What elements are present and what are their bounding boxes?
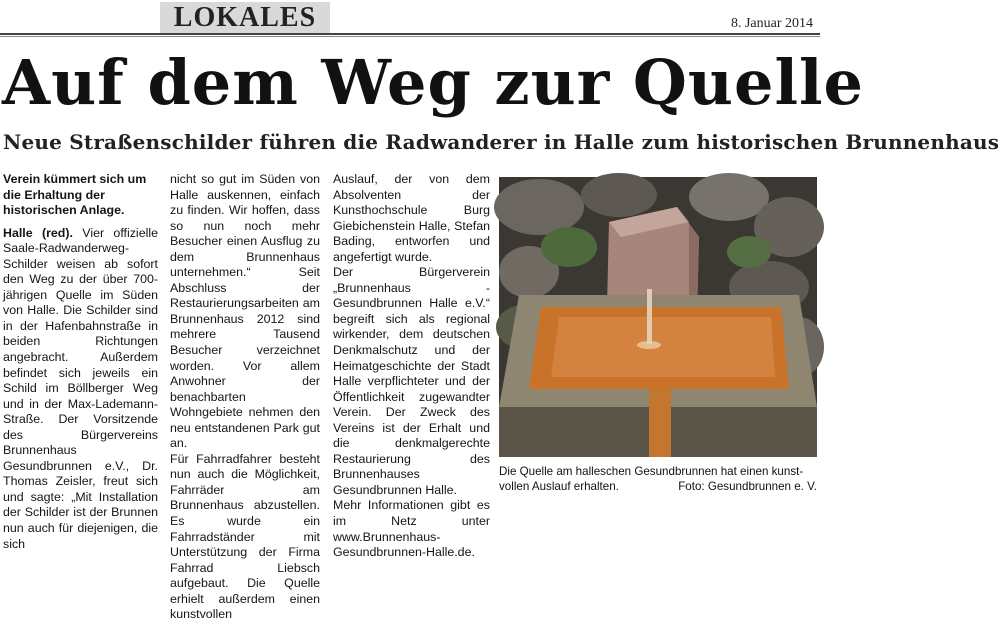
section-label: LOKALES xyxy=(160,2,330,34)
column-1-paragraph xyxy=(3,226,158,552)
article-dateline: Halle (red). xyxy=(3,225,73,240)
basin xyxy=(499,295,817,457)
article-kicker: Verein kümmert sich um die Erhaltung der historischen Anlage. xyxy=(3,172,147,218)
article-photo xyxy=(499,177,817,457)
column-2-paragraph-1: nicht so gut im Süden von Halle auskennen, einfach zu finden. Wir hoffen, dass so nun noch mehr Besucher einen Ausflug zu dem Brunnenhaus unternehmen.“ Seit Abschluss der Restaurierungsarbeiten am Brunnenhaus 2012 sind mehrere Tausend Besucher verzeichnet worden. Vor allem Anwohner der benachbarten Wohngebiete nehmen den neu entstandenen Park gut an. xyxy=(170,172,320,451)
article-column-1 xyxy=(3,172,158,551)
masthead-rule xyxy=(0,33,820,35)
column-2-paragraph-2: Für Fahrradfahrer besteht nun auch die Möglichkeit, Fahrräder am Brunnenhaus abzustellen. Es wurde ein Fahrradständer mit Unterstützung der Firma Fahrrad Liebsch aufgebaut. Die Quelle erhielt außerdem einen kunstvollen xyxy=(170,451,320,622)
column-3-paragraph-2: Der Bürgerverein „Brunnenhaus - Gesundbrunnen Halle e.V.“ begreift sich als regional wirkender, dem deutschen Denkmalschutz und der Heimatgeschichte der Stadt Halle verpflichteter und der Öffentlichkeit zugewandter Verein. Der Zweck des Vereins ist der Erhalt und die denkmalgerechte Restaurierung des Brunnenhauses Gesundbrunnen Halle. xyxy=(333,265,490,497)
column-3-paragraph-3: Mehr Informationen gibt es im Netz unter www.Brunnenhaus-Gesundbrunnen-Halle.de. xyxy=(333,498,490,560)
issue-date: 8. Januar 2014 xyxy=(730,16,813,31)
caption-line-2: vollen Auslauf erhalten. xyxy=(499,480,619,493)
photo-credit: Foto: Gesundbrunnen e. V. xyxy=(678,480,817,493)
column-1-body: Vier offizielle Saale-Radwanderweg-Schilder weisen ab sofort den Weg zu der über 700-jährigen Quelle im Süden von Halle. Die Schilder sind in der Hafenbahnstraße in beiden Richtungen angebracht. Außerdem befindet sich jeweils ein Schild im Böllberger Weg und in der Max-Lademann-Straße. Der Vorsitzende des Bürgervereins Brunnenhaus Gesundbrunnen e.V., Dr. Thomas Zeisler, freut sich und sagte: „Mit Installation der Schilder ist der Brunnen nun auch für diejenigen, die sich xyxy=(3,225,158,551)
masthead xyxy=(0,0,827,38)
fountain-illustration xyxy=(499,177,817,457)
article-column-3 xyxy=(333,172,490,560)
masthead-rule-thin xyxy=(0,36,820,37)
column-3-paragraph-1: Auslauf, der von dem Absolventen der Kunsthochschule Burg Giebichenstein Halle, Stefan Bading, entworfen und angefertigt wurde. xyxy=(333,172,490,264)
article-subheadline: Neue Straßenschilder führen die Radwanderer in Halle zum historischen Brunnenhaus xyxy=(3,130,999,154)
article-headline: Auf dem Weg zur Quelle xyxy=(2,46,864,119)
kicker-spacer xyxy=(3,219,158,226)
article-column-2 xyxy=(170,172,320,622)
caption-line-1: Die Quelle am halleschen Gesundbrunnen hat einen kunst- xyxy=(499,465,804,478)
photo-caption xyxy=(499,464,817,494)
